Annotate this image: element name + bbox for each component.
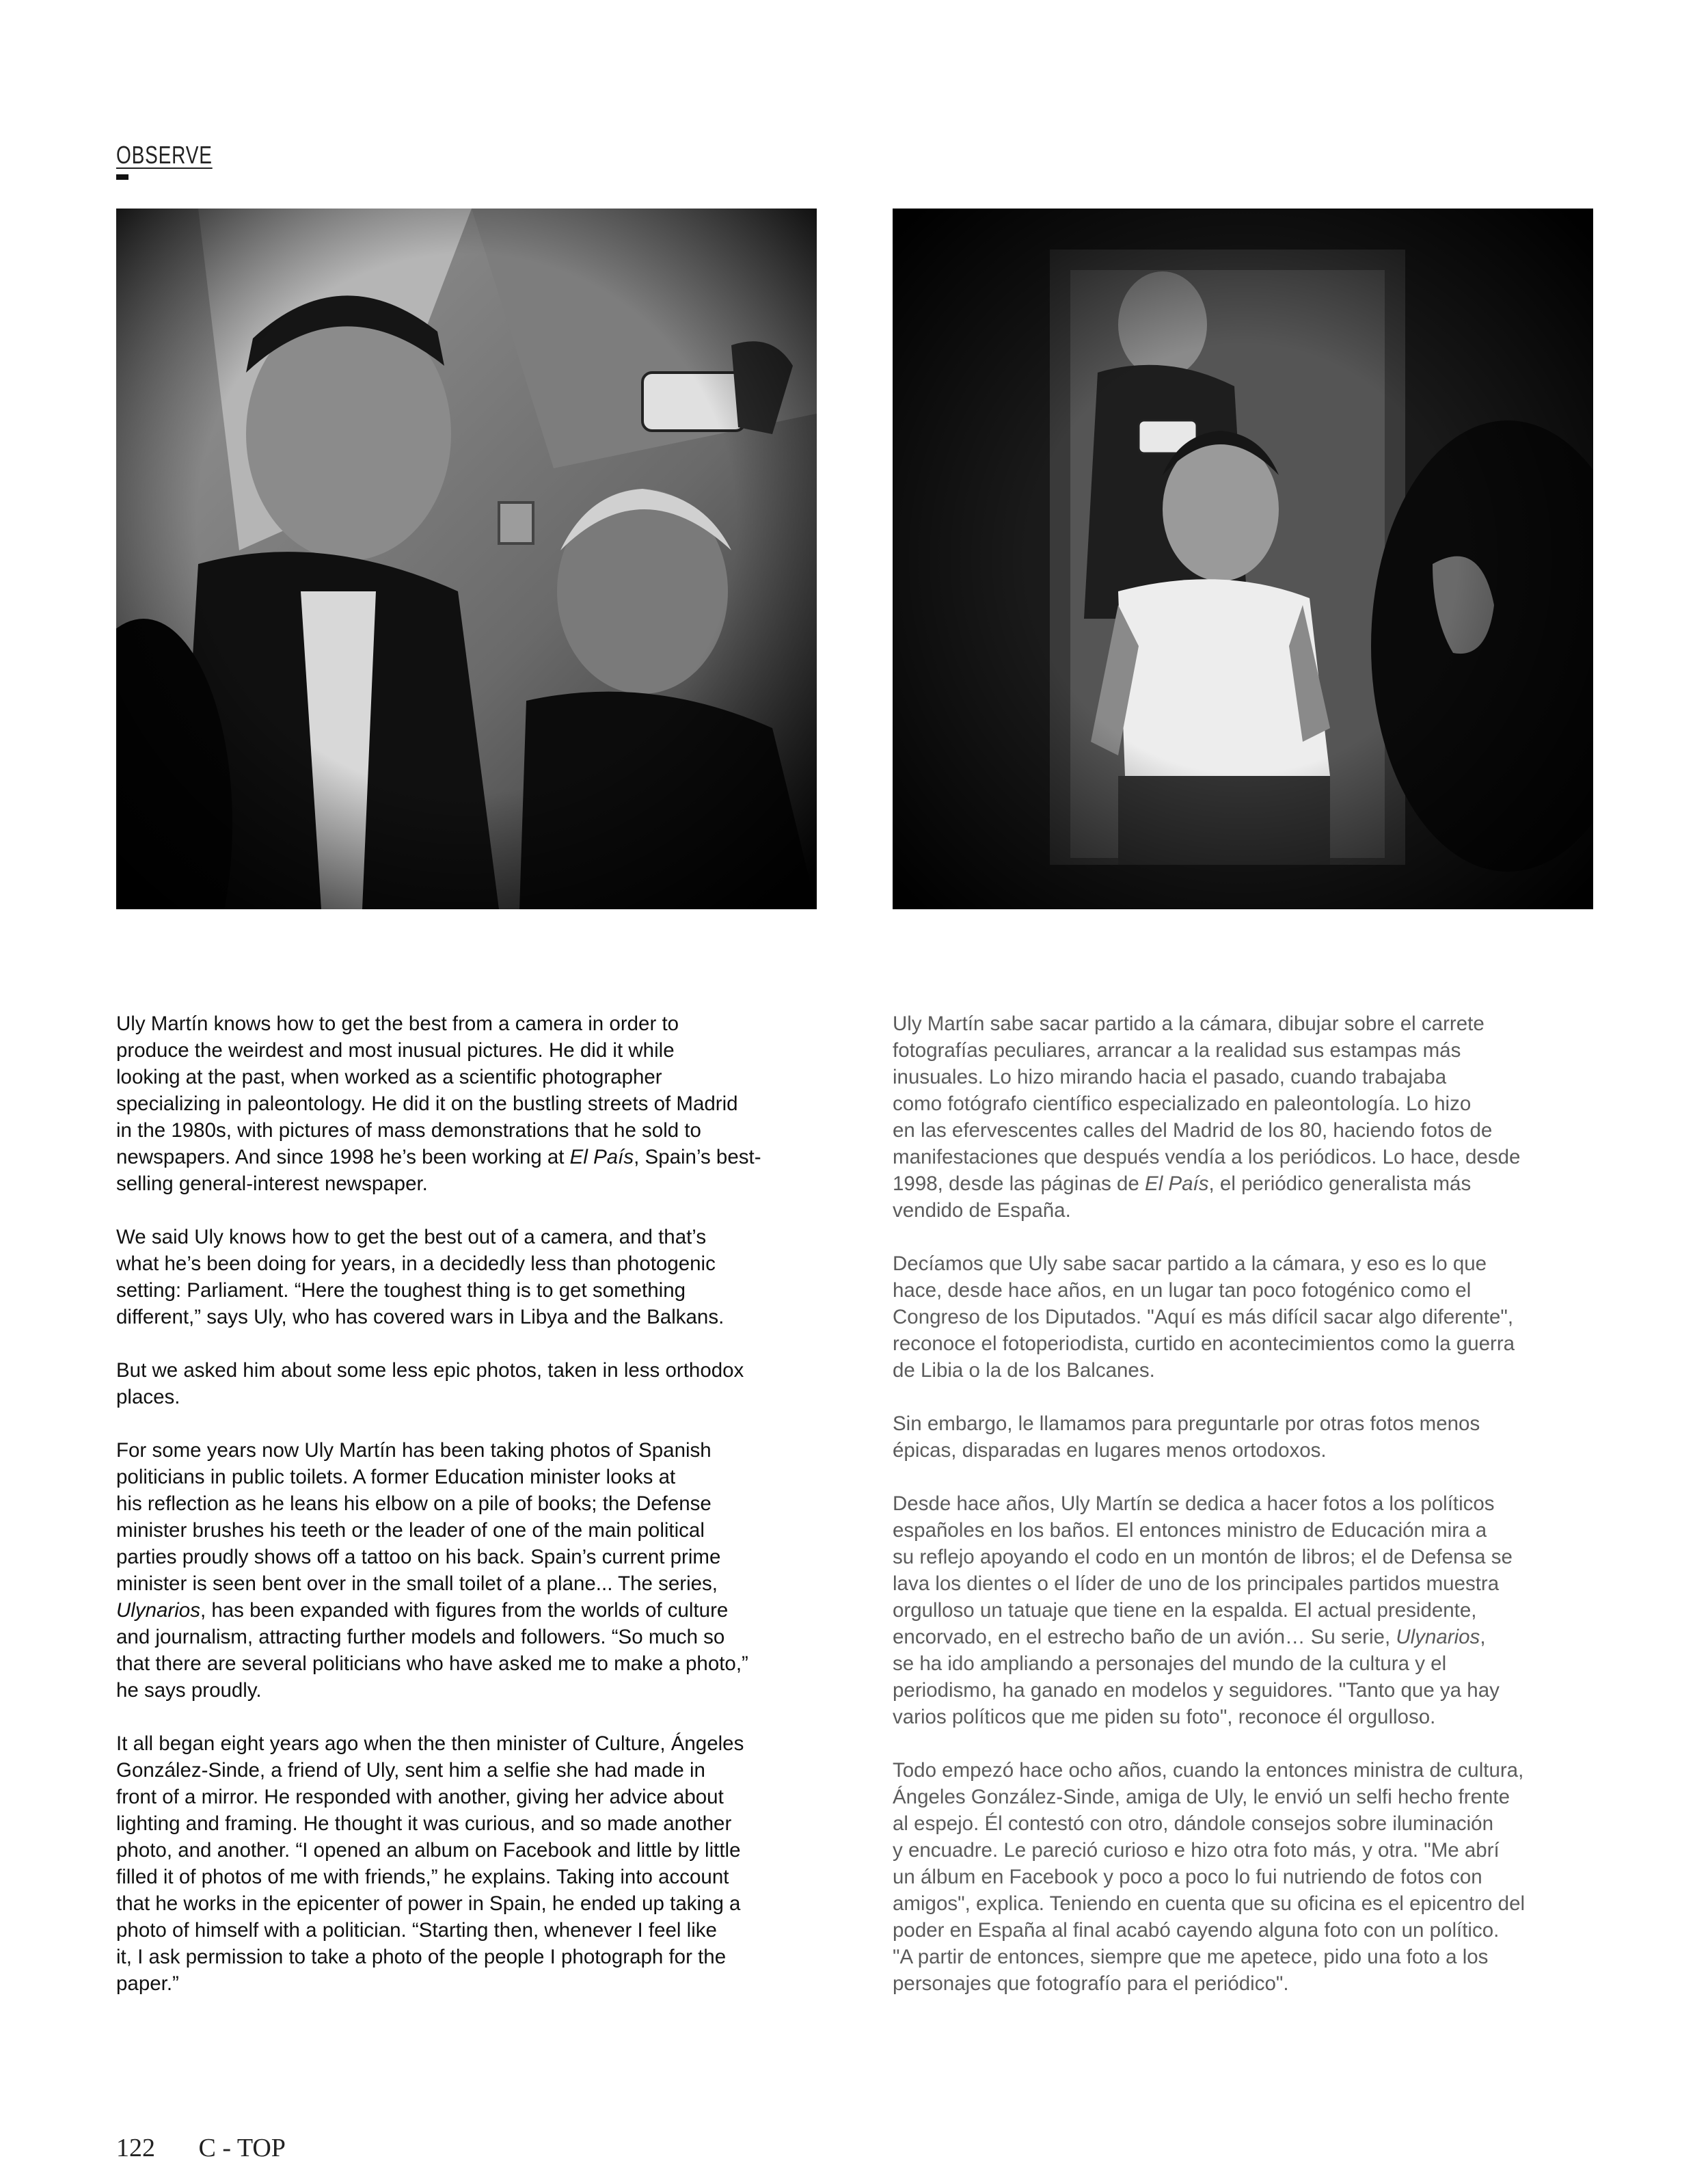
spanish-p1-italic: El País [1145, 1172, 1209, 1195]
english-p4-italic: Ulynarios [116, 1599, 200, 1622]
spanish-p4-text-a: Desde hace años, Uly Martín se dedica a hacer fotos a los políticos españoles en los baños. El entonces ministro de Educación mira a su reflejo apoyando el codo en un montón de libros; el de Defensa se lava los dientes o el líder de uno de los principales partidos muestra orgulloso un tatuaje que tiene en la espalda. El actual presidente, encorvado, en el estrecho baño de un avión… Su serie, [893, 1492, 1513, 1648]
spanish-p4-italic: Ulynarios [1396, 1626, 1480, 1648]
spanish-p1-text-b: , el periódico generalista más vendido de España. [893, 1172, 1472, 1222]
spanish-paragraph-4 [893, 1490, 1603, 1730]
photo-right-image [893, 209, 1593, 909]
section-mark [116, 174, 128, 180]
english-paragraph-2: We said Uly knows how to get the best out of a camera, and that’s what he’s been doing for years, in a decidedly less than photogenic setting: Parliament. “Here the toughest thing is to get something different,” says Uly, who has covered wars in Libya and the Balkans. [116, 1226, 724, 1328]
english-p1-text-b: , Spain’s best- selling general-interest newspaper. [116, 1146, 761, 1195]
spanish-paragraph-5: Todo empezó hace ocho años, cuando la entonces ministra de cultura, Ángeles González-Sinde, amiga de Uly, le envió un selfi hecho frente al espejo. Él contestó con otro, dándole consejos sobre iluminación y encuadre. Le pareció curioso e hizo otra foto más, y otra. "Me abrí un álbum en Facebook y poco a poco lo fui nutriendo de fotos con amigos", explica. Teniendo en cuenta que su oficina es el epicentro del poder en España al final acabó cayendo alguna foto con un político. "A partir de entonces, siempre que me apetece, pido una foto a los personajes que fotografío para el periódico". [893, 1759, 1526, 1995]
spanish-p1-text-a: Uly Martín sabe sacar partido a la cámara, dibujar sobre el carrete fotografías peculiares, arrancar a la realidad sus estampas más inusuales. Lo hizo mirando hacia el pasado, cuando trabajaba como fotógrafo científico especializado en paleontología. Lo hizo en las efervescentes calles del Madrid de los 80, haciendo fotos de manifestaciones que después vendía a los periódicos. Lo hace, desde 1998, desde las páginas de [893, 1012, 1521, 1195]
page-number: 122 [116, 2134, 155, 2162]
english-column [116, 1010, 820, 2024]
english-paragraph-1 [116, 1010, 820, 1197]
spanish-column [893, 1010, 1603, 2024]
spanish-paragraph-2: Decíamos que Uly sabe sacar partido a la cámara, y eso es lo que hace, desde hace años, en un lugar tan poco fotogénico como el Congreso de los Diputados. "Aquí es más difícil sacar algo diferente", reconoce el fotoperiodista, curtido en acontecimientos como la guerra de Libia o la de los Balcanes. [893, 1252, 1515, 1382]
english-paragraph-4 [116, 1437, 820, 1704]
english-p4-text-a: For some years now Uly Martín has been taking photos of Spanish politicians in public toilets. A former Education minister looks at his reflection as he leans his elbow on a pile of books; the Defense minister brushes his teeth or the leader of one of the main political parties proudly shows off a tattoo on his back. Spain’s current prime minister is seen bent over in the small toilet of a plane... The series, [116, 1439, 721, 1595]
english-p1-italic: El País [569, 1146, 634, 1168]
spanish-p4-text-b: , se ha ido ampliando a personajes del mundo de la cultura y el periodismo, ha ganado en modelos y seguidores. "Tanto que ya hay varios políticos que me piden su foto", reconoce él orgulloso. [893, 1626, 1500, 1728]
photo-left-image [116, 209, 817, 909]
english-paragraph-3: But we asked him about some less epic photos, taken in less orthodox places. [116, 1359, 744, 1408]
english-paragraph-5: It all began eight years ago when the then minister of Culture, Ángeles González-Sinde, a friend of Uly, sent him a selfie she had made in front of a mirror. He responded with another, giving her advice about lighting and framing. He thought it was curious, and so made another photo, and another. “I opened an album on Facebook and little by little filled it of photos of me with friends,” he explains. Taking into account that he works in the epicenter of power in Spain, he ended up taking a photo of himself with a politician. “Starting then, whenever I feel like it, I ask permission to take a photo of the people I photograph for the paper.” [116, 1732, 744, 1995]
photo-left [116, 209, 817, 909]
english-p4-text-b: , has been expanded with figures from the worlds of culture and journalism, attracting further models and followers. “So much so that there are several politicians who have asked me to make a photo,” he says proudly. [116, 1599, 748, 1702]
spanish-paragraph-3: Sin embargo, le llamamos para preguntarle por otras fotos menos épicas, disparadas en lugares menos ortodoxos. [893, 1412, 1480, 1462]
english-p1-text-a: Uly Martín knows how to get the best from a camera in order to produce the weirdest and most inusual pictures. He did it while looking at the past, when worked as a scientific photographer specializing in paleontology. He did it on the bustling streets of Madrid in the 1980s, with pictures of mass demonstrations that he sold to newspapers. And since 1998 he’s been working at [116, 1012, 738, 1168]
magazine-name: C - TOP [198, 2134, 286, 2162]
section-label: OBSERVE [116, 141, 213, 169]
spanish-paragraph-1 [893, 1010, 1603, 1224]
photo-right [893, 209, 1593, 909]
page-footer [116, 2133, 286, 2163]
